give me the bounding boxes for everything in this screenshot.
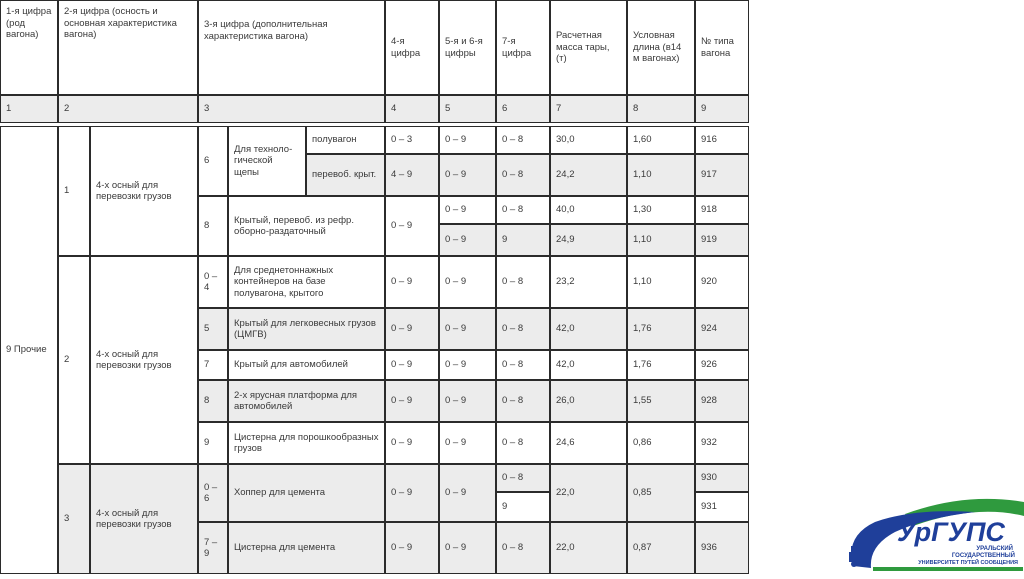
row-928-digit-7: 0 – 8: [496, 380, 550, 422]
logo-green-bar: [873, 567, 1023, 571]
row-916-length: 1,60: [627, 126, 695, 154]
row-936-digit-7: 0 – 8: [496, 522, 550, 574]
hopper-length: 0,85: [627, 464, 695, 522]
row-928-digit-3: 8: [198, 380, 228, 422]
row-926-length: 1,76: [627, 350, 695, 380]
column-number-7: 7: [550, 95, 627, 123]
row-924-type: 924: [695, 308, 749, 350]
row-917-type: 917: [695, 154, 749, 196]
row-920-digit-5-6: 0 – 9: [439, 256, 496, 308]
row-917-digit-7: 0 – 8: [496, 154, 550, 196]
row-920-mass: 23,2: [550, 256, 627, 308]
wagon-kind-other: 9 Прочие: [0, 126, 58, 574]
hopper-mass: 22,0: [550, 464, 627, 522]
row-931-type: 931: [695, 492, 749, 522]
logo-line-3: УНИВЕРСИТЕТ ПУТЕЙ СООБЩЕНИЯ: [918, 560, 1018, 566]
row-924-description: Крытый для легковесных грузов (ЦМГВ): [228, 308, 385, 350]
group-3-description: 4-х осный для перевозки грузов: [90, 464, 198, 574]
column-number-6: 6: [496, 95, 550, 123]
row-926-description: Крытый для автомобилей: [228, 350, 385, 380]
row-916-digit-4: 0 – 3: [385, 126, 439, 154]
row-919-length: 1,10: [627, 224, 695, 256]
row-920-digit-3: 0 – 4: [198, 256, 228, 308]
row-936-mass: 22,0: [550, 522, 627, 574]
header-digit-5-6: 5-я и 6-я цифры: [439, 0, 496, 95]
group-1-digit-6: 6: [198, 126, 228, 196]
row-928-digit-5-6: 0 – 9: [439, 380, 496, 422]
tech-chips-label: Для техноло-гической щепы: [228, 126, 306, 196]
row-916-mass: 30,0: [550, 126, 627, 154]
logo-wordmark: УрГУПС: [897, 517, 1005, 547]
group-1-digit-8: 8: [198, 196, 228, 256]
row-931-digit-7: 9: [496, 492, 550, 522]
row-936-digit-3: 7 – 9: [198, 522, 228, 574]
row-926-mass: 42,0: [550, 350, 627, 380]
hopper-description: Хоппер для цемента: [228, 464, 385, 522]
row-917-digit-5-6: 0 – 9: [439, 154, 496, 196]
subtype-gondola: полувагон: [306, 126, 385, 154]
refrigerator-digit-4: 0 – 9: [385, 196, 439, 256]
row-926-digit-4: 0 – 9: [385, 350, 439, 380]
row-928-description: 2-х ярусная платформа для автомобилей: [228, 380, 385, 422]
row-924-digit-5-6: 0 – 9: [439, 308, 496, 350]
row-916-digit-5-6: 0 – 9: [439, 126, 496, 154]
row-930-type: 930: [695, 464, 749, 492]
row-918-length: 1,30: [627, 196, 695, 224]
group-1-description: 4-х осный для перевозки грузов: [90, 126, 198, 256]
row-919-digit-5-6: 0 – 9: [439, 224, 496, 256]
group-3-code: 3: [58, 464, 90, 574]
refrigerator-converted-label: Крытый, перевоб. из рефр. оборно-раздаточный: [228, 196, 385, 256]
subtype-converted-covered: перевоб. крыт.: [306, 154, 385, 196]
row-932-digit-5-6: 0 – 9: [439, 422, 496, 464]
row-920-length: 1,10: [627, 256, 695, 308]
logo-line-1: УРАЛЬСКИЙ: [976, 546, 1013, 552]
row-936-length: 0,87: [627, 522, 695, 574]
row-916-digit-7: 0 – 8: [496, 126, 550, 154]
row-919-mass: 24,9: [550, 224, 627, 256]
row-918-digit-7: 0 – 8: [496, 196, 550, 224]
row-924-digit-4: 0 – 9: [385, 308, 439, 350]
row-928-type: 928: [695, 380, 749, 422]
group-2-description: 4-х осный для перевозки грузов: [90, 256, 198, 464]
row-936-digit-4: 0 – 9: [385, 522, 439, 574]
row-919-digit-7: 9: [496, 224, 550, 256]
row-919-type: 919: [695, 224, 749, 256]
row-920-description: Для среднетоннажных контейнеров на базе полувагона, крытого: [228, 256, 385, 308]
row-918-mass: 40,0: [550, 196, 627, 224]
hopper-digit-4: 0 – 9: [385, 464, 439, 522]
row-924-digit-3: 5: [198, 308, 228, 350]
row-932-length: 0,86: [627, 422, 695, 464]
row-932-digit-7: 0 – 8: [496, 422, 550, 464]
row-928-mass: 26,0: [550, 380, 627, 422]
column-number-2: 2: [58, 95, 198, 123]
row-930-digit-7: 0 – 8: [496, 464, 550, 492]
row-920-type: 920: [695, 256, 749, 308]
logo-line-2: ГОСУДАРСТВЕННЫЙ: [951, 553, 1015, 559]
column-number-5: 5: [439, 95, 496, 123]
row-926-digit-3: 7: [198, 350, 228, 380]
row-924-mass: 42,0: [550, 308, 627, 350]
group-2-code: 2: [58, 256, 90, 464]
row-932-digit-3: 9: [198, 422, 228, 464]
header-wagon-type-number: № типа вагона: [695, 0, 749, 95]
column-number-3: 3: [198, 95, 385, 123]
header-tare-mass: Расчетная масса тары, (т): [550, 0, 627, 95]
row-932-digit-4: 0 – 9: [385, 422, 439, 464]
column-number-1: 1: [0, 95, 58, 123]
column-number-4: 4: [385, 95, 439, 123]
row-928-length: 1,55: [627, 380, 695, 422]
hopper-digit-3: 0 – 6: [198, 464, 228, 522]
row-920-digit-7: 0 – 8: [496, 256, 550, 308]
header-digit-7: 7-я цифра: [496, 0, 550, 95]
row-917-mass: 24,2: [550, 154, 627, 196]
row-918-digit-5-6: 0 – 9: [439, 196, 496, 224]
column-number-8: 8: [627, 95, 695, 123]
row-932-type: 932: [695, 422, 749, 464]
row-924-digit-7: 0 – 8: [496, 308, 550, 350]
row-936-digit-5-6: 0 – 9: [439, 522, 496, 574]
row-917-digit-4: 4 – 9: [385, 154, 439, 196]
university-logo: [845, 496, 1024, 574]
row-936-type: 936: [695, 522, 749, 574]
group-1-code: 1: [58, 126, 90, 256]
column-number-9: 9: [695, 95, 749, 123]
header-digit-3: 3-я цифра (дополнительная характеристика вагона): [198, 0, 385, 95]
row-926-type: 926: [695, 350, 749, 380]
row-920-digit-4: 0 – 9: [385, 256, 439, 308]
row-932-description: Цистерна для порошкообразных грузов: [228, 422, 385, 464]
row-932-mass: 24,6: [550, 422, 627, 464]
row-918-type: 918: [695, 196, 749, 224]
row-917-length: 1,10: [627, 154, 695, 196]
row-924-length: 1,76: [627, 308, 695, 350]
header-conditional-length: Условная длина (в14 м вагонах): [627, 0, 695, 95]
row-926-digit-7: 0 – 8: [496, 350, 550, 380]
row-926-digit-5-6: 0 – 9: [439, 350, 496, 380]
header-digit-1: 1-я цифра (род вагона): [0, 0, 58, 95]
row-936-description: Цистерна для цемента: [228, 522, 385, 574]
row-928-digit-4: 0 – 9: [385, 380, 439, 422]
header-digit-2: 2-я цифра (осность и основная характеристика вагона): [58, 0, 198, 95]
hopper-digit-5-6: 0 – 9: [439, 464, 496, 522]
header-digit-4: 4-я цифра: [385, 0, 439, 95]
row-916-type: 916: [695, 126, 749, 154]
